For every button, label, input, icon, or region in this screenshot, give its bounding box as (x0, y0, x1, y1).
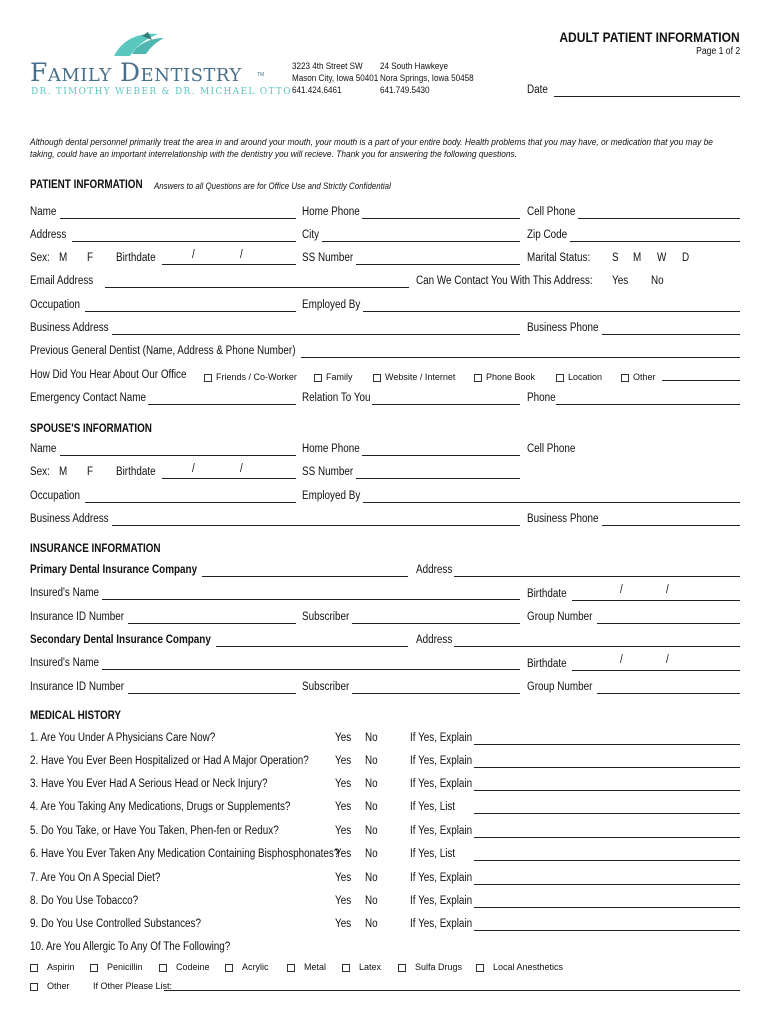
primary-group-field[interactable] (597, 623, 740, 624)
emergency-phone-label: Phone (527, 392, 556, 404)
primary-group-label: Group Number (527, 611, 593, 623)
allergy-codeine[interactable] (159, 962, 210, 972)
employed-by-label: Employed By (302, 299, 361, 311)
checkbox-icon[interactable] (225, 964, 233, 972)
sex-m-option[interactable]: M (59, 252, 68, 264)
spouse-occupation-label: Occupation (30, 490, 81, 502)
allergy-label: Sulfa Drugs (415, 962, 463, 972)
medical-q6-no[interactable]: No (365, 848, 378, 860)
primary-birthdate-slash-1: / (620, 584, 623, 596)
office-address-1 (292, 60, 378, 96)
practice-name: Family Dentistry (30, 58, 242, 87)
spouse-name-field[interactable] (60, 455, 296, 456)
checkbox-icon[interactable] (287, 964, 295, 972)
medical-q1-no[interactable]: No (365, 732, 378, 744)
medical-q4-yes[interactable]: Yes (335, 801, 352, 813)
allergy-label: Penicillin (107, 962, 143, 972)
marital-m-option[interactable]: M (633, 252, 642, 264)
medical-q8-followup-label: If Yes, Explain (410, 895, 473, 907)
email-field[interactable] (105, 287, 409, 288)
primary-insurance-id-field[interactable] (128, 623, 296, 624)
medical-q4-followup-label: If Yes, List (410, 801, 456, 813)
primary-birthdate-slash-2: / (666, 584, 669, 596)
checkbox-icon[interactable] (373, 374, 381, 382)
primary-insured-name-label: Insured's Name (30, 587, 99, 599)
primary-insurance-label: Primary Dental Insurance Company (30, 564, 198, 576)
allergy-metal[interactable] (287, 962, 326, 972)
contact-no-option[interactable]: No (651, 275, 664, 287)
allergy-penicillin[interactable] (90, 962, 143, 972)
referral-location-label: Location (568, 372, 603, 382)
secondary-address-label: Address (416, 634, 453, 646)
spouse-employed-by-label: Employed By (302, 490, 361, 502)
secondary-birthdate-slash-1: / (620, 654, 623, 666)
spouse-sex-f-option[interactable]: F (87, 466, 94, 478)
relation-label: Relation To You (302, 392, 371, 404)
medical-q2-followup-label: If Yes, Explain (410, 755, 473, 767)
sex-label: Sex: (30, 252, 50, 264)
referral-label: How Did You Hear About Our Office (30, 369, 187, 381)
patient-info-heading: PATIENT INFORMATION (30, 179, 143, 191)
marital-status-label: Marital Status: (527, 252, 591, 264)
referral-website-label: Website / Internet (385, 372, 456, 382)
allergy-label: Local Anesthetics (493, 962, 564, 972)
birthdate-field[interactable] (162, 264, 296, 265)
medical-q4-followup-field[interactable] (474, 813, 740, 814)
medical-question-6: 6. Have You Ever Taken Any Medication Containing Bisphosphonates? (30, 848, 340, 860)
allergy-label: Latex (359, 962, 382, 972)
medical-question-4: 4. Are You Taking Any Medications, Drugs or Supplements? (30, 801, 291, 813)
checkbox-icon[interactable] (474, 374, 482, 382)
checkbox-icon[interactable] (556, 374, 564, 382)
referral-other-field[interactable] (662, 380, 740, 381)
medical-question-1: 1. Are You Under A Physicians Care Now? (30, 732, 216, 744)
address1-phone: 641.424.6461 (292, 85, 342, 95)
spouse-sex-m-option[interactable]: M (59, 466, 68, 478)
secondary-birthdate-label: Birthdate (527, 658, 567, 670)
form-title: ADULT PATIENT INFORMATION (559, 29, 740, 45)
date-label: Date (527, 84, 548, 96)
medical-question-2: 2. Have You Ever Been Hospitalized or Had A Major Operation? (30, 755, 309, 767)
secondary-birthdate-field[interactable] (572, 670, 740, 671)
allergy-other-list-field[interactable] (164, 990, 740, 991)
checkbox-icon[interactable] (159, 964, 167, 972)
medical-q7-followup-label: If Yes, Explain (410, 872, 473, 884)
allergy-label: Codeine (176, 962, 210, 972)
primary-insurance-field[interactable] (202, 576, 408, 577)
doctors-names: DR. TIMOTHY WEBER & DR. MICHAEL OTTO (31, 87, 292, 97)
allergy-other-list-label: If Other Please List: (93, 981, 173, 991)
insurance-info-heading: INSURANCE INFORMATION (30, 543, 161, 555)
birthdate-slash-2: / (240, 249, 243, 261)
medical-q4-no[interactable]: No (365, 801, 378, 813)
secondary-subscriber-field[interactable] (352, 693, 520, 694)
checkbox-icon[interactable] (621, 374, 629, 382)
spouse-business-phone-label: Business Phone (527, 513, 599, 525)
previous-dentist-label: Previous General Dentist (Name, Address & Phone Number) (30, 345, 296, 357)
marital-w-option[interactable]: W (657, 252, 667, 264)
spouse-birthdate-slash-1: / (192, 463, 195, 475)
address2-line1: 24 South Hawkeye (380, 61, 448, 71)
spouse-occupation-field[interactable] (85, 502, 296, 503)
medical-q8-no[interactable]: No (365, 895, 378, 907)
ss-number-label: SS Number (302, 252, 354, 264)
address2-phone: 641.749.5430 (380, 85, 430, 95)
medical-q9-followup-field[interactable] (474, 930, 740, 931)
marital-d-option[interactable]: D (682, 252, 690, 264)
spouse-birthdate-label: Birthdate (116, 466, 156, 478)
primary-address-field[interactable] (454, 576, 740, 577)
medical-question-9: 9. Do You Use Controlled Substances? (30, 918, 201, 930)
emergency-contact-label: Emergency Contact Name (30, 392, 146, 404)
referral-location[interactable] (556, 372, 602, 382)
medical-question-7: 7. Are You On A Special Diet? (30, 872, 161, 884)
address-label: Address (30, 229, 67, 241)
employed-by-field[interactable] (363, 311, 740, 312)
referral-family[interactable] (314, 372, 353, 382)
patient-name-label: Name (30, 206, 57, 218)
spouse-business-address-field[interactable] (112, 525, 520, 526)
secondary-insurance-id-label: Insurance ID Number (30, 681, 124, 693)
spouse-cell-phone-label: Cell Phone (527, 443, 576, 455)
cell-phone-label: Cell Phone (527, 206, 576, 218)
allergy-aspirin[interactable] (30, 962, 75, 972)
allergy-other-label: Other (47, 981, 70, 991)
city-label: City (302, 229, 320, 241)
occupation-field[interactable] (85, 311, 296, 312)
medical-q7-no[interactable]: No (365, 872, 378, 884)
trademark: TM (257, 72, 265, 78)
medical-q5-no[interactable]: No (365, 825, 378, 837)
referral-friends[interactable] (204, 372, 297, 382)
zip-field[interactable] (570, 241, 740, 242)
referral-friends-label: Friends / Co-Worker (216, 372, 297, 382)
allergy-label: Metal (304, 962, 327, 972)
spouse-ss-field[interactable] (356, 478, 520, 479)
allergy-label: Acrylic (242, 962, 269, 972)
referral-family-label: Family (326, 372, 353, 382)
medical-q5-followup-field[interactable] (474, 837, 740, 838)
secondary-address-field[interactable] (454, 646, 740, 647)
emergency-phone-field[interactable] (556, 404, 740, 405)
marital-s-option[interactable]: S (612, 252, 619, 264)
medical-q3-followup-label: If Yes, Explain (410, 778, 473, 790)
address2-line2: Nora Springs, Iowa 50458 (380, 73, 474, 83)
business-address-field[interactable] (112, 334, 520, 335)
medical-q3-yes[interactable]: Yes (335, 778, 352, 790)
medical-question-3: 3. Have You Ever Had A Serious Head or Neck Injury? (30, 778, 268, 790)
medical-q8-yes[interactable]: Yes (335, 895, 352, 907)
primary-address-label: Address (416, 564, 453, 576)
address1-line2: Mason City, Iowa 50401 (292, 73, 379, 83)
medical-q1-followup-label: If Yes, Explain (410, 732, 473, 744)
spouse-ss-label: SS Number (302, 466, 354, 478)
allergy-acrylic[interactable] (225, 962, 269, 972)
ss-number-field[interactable] (356, 264, 520, 265)
primary-subscriber-field[interactable] (352, 623, 520, 624)
secondary-insured-name-field[interactable] (102, 669, 520, 670)
checkbox-icon[interactable] (204, 374, 212, 382)
medical-q2-yes[interactable]: Yes (335, 755, 352, 767)
zip-label: Zip Code (527, 229, 568, 241)
medical-q5-followup-label: If Yes, Explain (410, 825, 473, 837)
confidential-note: Answers to all Questions are for Office Use and Strictly Confidential (154, 181, 391, 191)
spouse-business-address-label: Business Address (30, 513, 109, 525)
medical-q1-followup-field[interactable] (474, 744, 740, 745)
secondary-group-label: Group Number (527, 681, 593, 693)
secondary-insurance-field[interactable] (216, 646, 408, 647)
primary-insured-name-field[interactable] (102, 599, 520, 600)
secondary-insured-name-label: Insured's Name (30, 657, 99, 669)
previous-dentist-field[interactable] (301, 357, 740, 358)
spouse-birthdate-slash-2: / (240, 463, 243, 475)
referral-other-label: Other (633, 372, 656, 382)
medical-q3-no[interactable]: No (365, 778, 378, 790)
medical-q3-followup-field[interactable] (474, 790, 740, 791)
home-phone-field[interactable] (362, 218, 520, 219)
checkbox-icon[interactable] (476, 964, 484, 972)
medical-q5-yes[interactable]: Yes (335, 825, 352, 837)
patient-name-field[interactable] (60, 218, 296, 219)
referral-phone-book-label: Phone Book (486, 372, 536, 382)
medical-q9-followup-label: If Yes, Explain (410, 918, 473, 930)
allergy-other[interactable] (30, 981, 70, 991)
home-phone-label: Home Phone (302, 206, 360, 218)
medical-q7-followup-field[interactable] (474, 884, 740, 885)
medical-q6-followup-label: If Yes, List (410, 848, 456, 860)
allergy-question: 10. Are You Allergic To Any Of The Following? (30, 941, 231, 953)
secondary-group-field[interactable] (597, 693, 740, 694)
primary-insurance-id-label: Insurance ID Number (30, 611, 124, 623)
email-label: Email Address (30, 275, 94, 287)
address-field[interactable] (72, 241, 296, 242)
medical-q1-yes[interactable]: Yes (335, 732, 352, 744)
checkbox-icon[interactable] (342, 964, 350, 972)
primary-birthdate-label: Birthdate (527, 588, 567, 600)
office-address-2 (380, 60, 474, 96)
business-phone-field[interactable] (602, 334, 740, 335)
medical-q9-no[interactable]: No (365, 918, 378, 930)
referral-other[interactable] (621, 372, 656, 382)
medical-q9-yes[interactable]: Yes (335, 918, 352, 930)
medical-q8-followup-field[interactable] (474, 907, 740, 908)
cell-phone-field[interactable] (578, 218, 740, 219)
medical-q6-yes[interactable]: Yes (335, 848, 352, 860)
medical-q7-yes[interactable]: Yes (335, 872, 352, 884)
secondary-insurance-label: Secondary Dental Insurance Company (30, 634, 211, 646)
checkbox-icon[interactable] (90, 964, 98, 972)
secondary-subscriber-label: Subscriber (302, 681, 350, 693)
checkbox-icon[interactable] (30, 964, 38, 972)
date-field[interactable] (554, 96, 740, 97)
spouse-business-phone-field[interactable] (602, 525, 740, 526)
occupation-label: Occupation (30, 299, 81, 311)
medical-question-5: 5. Do You Take, or Have You Taken, Phen-fen or Redux? (30, 825, 279, 837)
relation-field[interactable] (372, 404, 520, 405)
medical-question-8: 8. Do You Use Tobacco? (30, 895, 139, 907)
allergy-sulfa-drugs[interactable] (398, 962, 462, 972)
spouse-home-phone-label: Home Phone (302, 443, 360, 455)
primary-birthdate-field[interactable] (572, 600, 740, 601)
birthdate-slash-1: / (192, 249, 195, 261)
spouse-employed-by-field[interactable] (363, 502, 740, 503)
business-phone-label: Business Phone (527, 322, 599, 334)
address1-line1: 3223 4th Street SW (292, 61, 363, 71)
checkbox-icon[interactable] (398, 964, 406, 972)
medical-q2-no[interactable]: No (365, 755, 378, 767)
emergency-contact-field[interactable] (148, 404, 296, 405)
sex-f-option[interactable]: F (87, 252, 94, 264)
birthdate-label: Birthdate (116, 252, 156, 264)
checkbox-icon[interactable] (30, 983, 38, 991)
primary-subscriber-label: Subscriber (302, 611, 350, 623)
allergy-local-anesthetics[interactable] (476, 962, 563, 972)
city-field[interactable] (322, 241, 520, 242)
page-number: Page 1 of 2 (696, 46, 740, 57)
allergy-latex[interactable] (342, 962, 381, 972)
medical-q6-followup-field[interactable] (474, 860, 740, 861)
medical-q2-followup-field[interactable] (474, 767, 740, 768)
secondary-insurance-id-field[interactable] (128, 693, 296, 694)
referral-phone-book[interactable] (474, 372, 535, 382)
intro-text: Although dental personnel primarily treat the area in and around your mouth, your mouth is a part of your entire body. Health problems that you may have, or medication that you may be taking, could have an important interrelationship with the dentistry you will recieve. Thank you for answering the following questions. (30, 137, 713, 160)
business-address-label: Business Address (30, 322, 109, 334)
contact-yes-option[interactable]: Yes (612, 275, 629, 287)
spouse-sex-label: Sex: (30, 466, 50, 478)
spouse-home-phone-field[interactable] (362, 455, 520, 456)
referral-website[interactable] (373, 372, 455, 382)
spouse-birthdate-field[interactable] (162, 478, 296, 479)
secondary-birthdate-slash-2: / (666, 654, 669, 666)
checkbox-icon[interactable] (314, 374, 322, 382)
contact-permission-label: Can We Contact You With This Address: (416, 275, 593, 287)
logo-mark-icon (108, 30, 168, 60)
spouse-info-heading: SPOUSE'S INFORMATION (30, 423, 152, 435)
spouse-name-label: Name (30, 443, 57, 455)
medical-history-heading: MEDICAL HISTORY (30, 710, 122, 722)
allergy-label: Aspirin (47, 962, 75, 972)
